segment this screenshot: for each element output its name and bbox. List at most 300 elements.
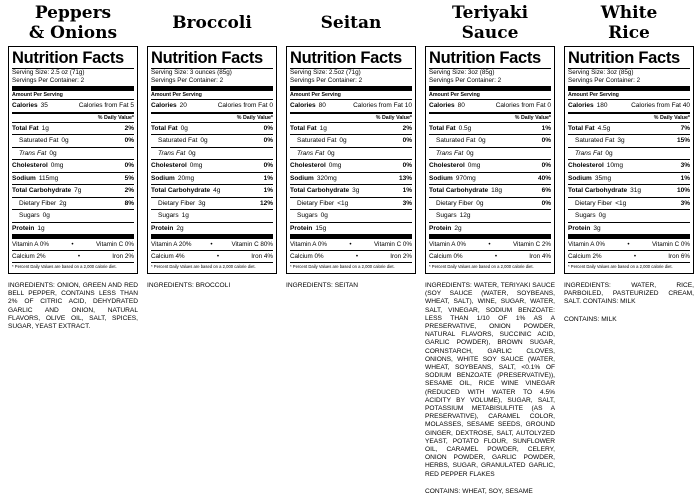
nutrient-row (151, 123, 273, 136)
nutrient-name: Protein (12, 224, 35, 232)
nutrient-name: Protein (151, 224, 174, 232)
nutrient-row (568, 198, 690, 211)
calories-from-fat: Calories from Fat 40 (631, 102, 690, 109)
nutrient-amount: 1g (181, 212, 189, 219)
nutrient-label (19, 198, 66, 210)
nutrient-name: Saturated Fat (158, 137, 198, 144)
vitamin-row (151, 239, 273, 251)
nutrient-amount: 15g (315, 224, 327, 232)
nutrient-amount: 4g (213, 187, 221, 194)
nutrient-row (151, 210, 273, 223)
nutrient-name: Total Carbohydrate (12, 187, 72, 194)
vitamin-c: Vitamin C 0% (651, 241, 690, 248)
product-column (147, 0, 277, 290)
nutrient-daily-value: 5% (124, 174, 134, 182)
vitamin-c: Vitamin C 0% (95, 241, 134, 248)
nutrient-row (290, 148, 412, 161)
vitamin-c: Vitamin C 80% (231, 241, 273, 248)
vitamin-c: Vitamin C 2% (512, 241, 551, 248)
nutrient-row (568, 123, 690, 136)
nutrient-row (12, 160, 134, 173)
product-column (425, 0, 555, 496)
bullet-separator: • (627, 241, 630, 248)
nutrient-row (290, 123, 412, 136)
nutrient-amount: 3g (352, 187, 360, 194)
nutrient-label (290, 223, 326, 235)
nutrient-label (151, 160, 202, 172)
nutrient-amount: 0mg (189, 162, 203, 169)
nutrient-row (429, 223, 551, 240)
nutrient-amount: 31g (630, 187, 641, 194)
nutrient-amount: <1g (615, 199, 627, 207)
nutrient-label (429, 160, 480, 172)
nutrient-amount: 0g (476, 199, 484, 207)
calories-row (12, 100, 134, 114)
product-heading-text: Peppers & Onions (28, 3, 118, 43)
allergen-statement: CONTAINS: WHEAT, SOY, SESAME (425, 487, 533, 495)
calories-value: 35 (40, 102, 48, 109)
nutrient-row (151, 223, 273, 240)
nutrient-name: Trans Fat (575, 149, 603, 157)
servings-per-container: Servings Per Container: 2 (568, 77, 690, 91)
bullet-separator: • (71, 241, 74, 248)
daily-value-header: % Daily Value* (290, 114, 412, 123)
nutrient-name: Trans Fat (158, 149, 186, 157)
servings-per-container: Servings Per Container: 2 (151, 77, 273, 91)
vitamin-row (568, 239, 690, 251)
nutrient-row (429, 123, 551, 136)
nutrient-row (290, 160, 412, 173)
calories-label-text: Calories (151, 102, 177, 109)
nutrient-row (568, 210, 690, 223)
daily-value-footnote: * Percent Daily Values are based on a 2,000 calorie diet. (568, 264, 673, 269)
nutrient-name: Sodium (429, 174, 453, 182)
nutrient-row (12, 210, 134, 223)
vitamin-a: Vitamin A 0% (568, 241, 605, 248)
product-heading (425, 0, 555, 46)
nutrient-daily-value: 10% (676, 187, 690, 194)
nutrient-amount: 1g (319, 124, 327, 132)
calories-value: 80 (457, 102, 465, 109)
vitamin-row (12, 239, 134, 251)
nutrient-name: Dietary Fiber (297, 199, 335, 207)
nutrient-amount: 2g (176, 224, 184, 232)
nutrient-row (151, 148, 273, 161)
nutrient-row (151, 185, 273, 198)
nutrient-row (290, 198, 412, 211)
nutrient-daily-value: 0% (541, 162, 551, 169)
nutrient-name: Total Carbohydrate (290, 187, 350, 194)
nutrient-amount: 0g (466, 149, 474, 157)
nutrient-name: Sodium (290, 174, 314, 182)
nutrient-row (12, 185, 134, 198)
nutrient-row (290, 223, 412, 240)
serving-size: Serving Size: 3 ounces (85g) (151, 69, 232, 76)
nutrient-row (429, 210, 551, 223)
nutrition-facts-title: Nutrition Facts (151, 49, 273, 69)
nutrient-label (290, 160, 341, 172)
bullet-separator: • (77, 253, 81, 260)
nutrient-row (12, 148, 134, 161)
amount-per-serving: Amount Per Serving (290, 91, 412, 100)
nutrient-amount: 0g (339, 137, 347, 144)
nutrient-name: Sodium (568, 174, 592, 182)
vitamin-row (429, 239, 551, 251)
nutrient-row (12, 223, 134, 240)
daily-value-header: % Daily Value* (429, 114, 551, 123)
nutrient-label (151, 173, 194, 185)
nutrient-name: Total Fat (12, 124, 39, 132)
calories-label-text: Calories (290, 102, 316, 109)
nutrition-facts-panel (8, 46, 138, 274)
nutrient-label (297, 210, 328, 222)
nutrient-row (568, 173, 690, 186)
nutrient-daily-value: 6% (541, 187, 551, 194)
nutrient-name: Sugars (297, 212, 318, 219)
daily-value-footnote: * Percent Daily Values are based on a 2,000 calorie diet. (429, 264, 534, 269)
nutrient-amount: 0.5g (458, 124, 472, 132)
nutrient-amount: 0mg (467, 162, 481, 169)
nutrient-label (568, 123, 610, 135)
nutrient-name: Cholesterol (12, 162, 48, 169)
nutrient-daily-value: 13% (398, 174, 412, 182)
nutrient-label (151, 223, 184, 235)
nutrient-name: Dietary Fiber (158, 199, 196, 207)
product-column (564, 0, 694, 324)
calories-label (429, 100, 465, 112)
nutrient-daily-value: 0% (263, 137, 273, 144)
product-column (8, 0, 138, 331)
nutrient-row (429, 148, 551, 161)
nutrient-daily-value: 0% (402, 162, 412, 169)
nutrient-row (429, 185, 551, 198)
nutrient-daily-value: 3% (402, 199, 412, 207)
product-heading (564, 0, 694, 46)
nutrient-name: Protein (429, 224, 452, 232)
calories-value: 180 (596, 102, 608, 109)
nutrient-amount: 3g (593, 224, 601, 232)
nutrient-daily-value: 1% (541, 124, 551, 132)
nutrient-name: Dietary Fiber (575, 199, 613, 207)
nutrient-daily-value: 40% (537, 174, 551, 182)
nutrient-label (429, 185, 502, 197)
nutrient-label (158, 148, 196, 160)
daily-value-footnote: * Percent Daily Values are based on a 2,000 calorie diet. (12, 264, 117, 269)
nutrient-amount: 0g (180, 124, 188, 132)
nutrient-row (568, 148, 690, 161)
nutrient-amount: 3g (617, 137, 625, 144)
nutrient-label (429, 223, 462, 235)
nutrient-label (151, 123, 188, 135)
vitamin-a: Vitamin A 0% (12, 241, 49, 248)
mineral-row (12, 251, 134, 263)
nutrient-row (290, 185, 412, 198)
iron: Iron 2% (390, 253, 412, 260)
nutrient-amount: 0g (42, 212, 50, 219)
product-heading-text: Seitan (320, 13, 382, 33)
nutrient-row (290, 173, 412, 186)
bullet-separator: • (210, 241, 213, 248)
nutrient-label (290, 173, 337, 185)
nutrient-daily-value: 2% (124, 124, 134, 132)
nutrient-row (12, 198, 134, 211)
nutrient-name: Sugars (19, 212, 40, 219)
product-heading (147, 0, 277, 46)
nutrient-daily-value: 3% (680, 199, 690, 207)
nutrient-amount: 2g (454, 224, 462, 232)
nutrient-name: Saturated Fat (575, 137, 615, 144)
nutrient-label (568, 223, 601, 235)
bullet-separator: • (355, 253, 359, 260)
nutrient-label (12, 173, 58, 185)
nutrient-label (575, 198, 626, 210)
vitamin-row (290, 239, 412, 251)
nutrient-row (568, 160, 690, 173)
nutrient-name: Total Carbohydrate (429, 187, 489, 194)
nutrient-label (429, 173, 476, 185)
nutrient-daily-value: 0% (124, 162, 134, 169)
nutrient-daily-value: 1% (263, 174, 273, 182)
calories-label (12, 100, 48, 112)
product-heading (8, 0, 138, 46)
nutrient-amount: 12g (459, 212, 471, 219)
nutrient-amount: <1g (337, 199, 349, 207)
nutrient-daily-value: 1% (263, 187, 273, 194)
ingredients-text: INGREDIENTS: ONION, GREEN AND RED BELL PEPPER, CONTAINS LESS THAN 2% OF CITRIC ACID, DEHYDRATED GARLIC AND ONION, NATURAL FLAVORS, OLIVE OIL, SALT, SPICES, SUGAR, YEAST EXTRACT. (8, 282, 138, 331)
nutrient-name: Total Fat (568, 124, 595, 132)
nutrient-amount: 0g (61, 137, 69, 144)
nutrient-amount: 0mg (50, 162, 64, 169)
daily-value-header: % Daily Value* (12, 114, 134, 123)
product-heading-text: Broccoli (172, 13, 252, 33)
nutrient-name: Total Fat (290, 124, 317, 132)
vitamin-c: Vitamin C 0% (373, 241, 412, 248)
amount-per-serving: Amount Per Serving (12, 91, 134, 100)
serving-size: Serving Size: 2.5oz (71g) (290, 69, 361, 76)
nutrient-row (429, 135, 551, 148)
nutrient-name: Sugars (436, 212, 457, 219)
daily-value-header: % Daily Value* (568, 114, 690, 123)
nutrition-facts-panel (425, 46, 555, 274)
nutrient-daily-value: 0% (402, 137, 412, 144)
nutrient-amount: 18g (491, 187, 502, 194)
ingredients-text: INGREDIENTS: WATER, RICE, PARBOILED, PASTEURIZED CREAM, SALT. CONTAINS: MILK (564, 282, 694, 306)
amount-per-serving: Amount Per Serving (568, 91, 690, 100)
serving-size: Serving Size: 3oz (85g) (429, 69, 495, 76)
nutrient-amount: 1g (41, 124, 49, 132)
nutrition-facts-panel (286, 46, 416, 274)
nutrient-row (290, 135, 412, 148)
nutrient-label (12, 185, 81, 197)
nutrient-label (429, 123, 471, 135)
nutrition-facts-panel (147, 46, 277, 274)
calories-row (151, 100, 273, 114)
calories-label-text: Calories (12, 102, 38, 109)
nutrient-daily-value: 8% (124, 199, 134, 207)
calcium: Calcium 2% (568, 253, 602, 260)
nutrient-row (151, 173, 273, 186)
nutrient-amount: 0g (478, 137, 486, 144)
iron: Iron 4% (529, 253, 551, 260)
calcium: Calcium 0% (290, 253, 324, 260)
nutrient-amount: 2g (59, 199, 67, 207)
ingredients-text: INGREDIENTS: BROCCOLI (147, 282, 231, 289)
nutrient-name: Protein (568, 224, 591, 232)
nutrient-amount: 0g (605, 149, 613, 157)
amount-per-serving: Amount Per Serving (429, 91, 551, 100)
nutrient-name: Sodium (12, 174, 36, 182)
nutrient-name: Cholesterol (290, 162, 326, 169)
nutrient-label (297, 148, 335, 160)
servings-per-container: Servings Per Container: 2 (12, 77, 134, 91)
nutrient-row (151, 198, 273, 211)
nutrient-name: Dietary Fiber (19, 199, 57, 207)
nutrient-label (19, 210, 50, 222)
nutrient-label (568, 185, 641, 197)
amount-per-serving: Amount Per Serving (151, 91, 273, 100)
nutrient-amount: 115mg (38, 174, 59, 182)
nutrient-name: Total Carbohydrate (151, 187, 211, 194)
allergen-statement: CONTAINS: MILK (564, 315, 617, 323)
iron: Iron 4% (251, 253, 273, 260)
nutrient-daily-value: 12% (259, 199, 273, 207)
nutrient-name: Cholesterol (429, 162, 465, 169)
nutrient-name: Protein (290, 224, 313, 232)
nutrient-daily-value: 0% (541, 199, 551, 207)
nutrition-facts-title: Nutrition Facts (429, 49, 551, 69)
nutrient-row (290, 210, 412, 223)
calories-row (429, 100, 551, 114)
nutrient-amount: 35mg (594, 174, 612, 182)
nutrient-label (575, 210, 606, 222)
nutrient-label (158, 198, 205, 210)
bullet-separator: • (494, 253, 498, 260)
nutrient-name: Dietary Fiber (436, 199, 474, 207)
vitamin-a: Vitamin A 0% (429, 241, 466, 248)
calories-label-text: Calories (429, 102, 455, 109)
calories-from-fat: Calories from Fat 10 (353, 102, 412, 109)
nutrient-row (429, 160, 551, 173)
nutrient-daily-value: 3% (680, 162, 690, 169)
nutrient-amount: 10mg (606, 162, 624, 169)
calories-label (568, 100, 608, 112)
nutrient-daily-value: 15% (676, 137, 690, 144)
ingredients-text: INGREDIENTS: SEITAN (286, 282, 359, 289)
nutrition-facts-title: Nutrition Facts (568, 49, 690, 69)
serving-size: Serving Size: 2.5 oz (71g) (12, 69, 85, 76)
nutrient-daily-value: 0% (541, 137, 551, 144)
mineral-row (290, 251, 412, 263)
mineral-row (429, 251, 551, 263)
nutrient-label (575, 135, 625, 147)
calories-label-text: Calories (568, 102, 594, 109)
nutrient-daily-value: 0% (263, 124, 273, 132)
nutrition-facts-title: Nutrition Facts (290, 49, 412, 69)
calcium: Calcium 0% (429, 253, 463, 260)
nutrient-amount: 0mg (328, 162, 342, 169)
nutrient-label (290, 123, 327, 135)
nutrient-name: Trans Fat (436, 149, 464, 157)
nutrient-label (19, 135, 69, 147)
calories-row (568, 100, 690, 114)
nutrient-row (568, 185, 690, 198)
nutrient-label (575, 148, 613, 160)
nutrient-name: Sugars (158, 212, 179, 219)
daily-value-header: % Daily Value* (151, 114, 273, 123)
nutrient-amount: 0g (49, 149, 57, 157)
nutrient-label (436, 210, 470, 222)
nutrient-name: Total Carbohydrate (568, 187, 628, 194)
nutrient-name: Trans Fat (19, 149, 47, 157)
product-heading-text: Teriyaki Sauce (451, 3, 529, 43)
nutrient-daily-value: 0% (124, 137, 134, 144)
calories-value: 20 (179, 102, 187, 109)
nutrient-amount: 0g (327, 149, 335, 157)
nutrient-daily-value: 2% (124, 187, 134, 194)
calories-row (290, 100, 412, 114)
nutrient-name: Sodium (151, 174, 175, 182)
nutrient-label (436, 148, 474, 160)
nutrient-name: Saturated Fat (436, 137, 476, 144)
nutrient-name: Saturated Fat (19, 137, 59, 144)
nutrient-label (297, 198, 348, 210)
nutrient-daily-value: 7% (680, 124, 690, 132)
nutrient-daily-value: 0% (263, 162, 273, 169)
nutrient-amount: 7g (74, 187, 82, 194)
nutrient-label (151, 185, 220, 197)
nutrient-name: Trans Fat (297, 149, 325, 157)
nutrition-facts-panel (564, 46, 694, 274)
vitamin-a: Vitamin A 0% (290, 241, 327, 248)
mineral-row (151, 251, 273, 263)
daily-value-footnote: * Percent Daily Values are based on a 2,000 calorie diet. (290, 264, 395, 269)
calories-label (290, 100, 326, 112)
calories-from-fat: Calories from Fat 0 (495, 102, 551, 109)
bullet-separator: • (216, 253, 220, 260)
mineral-row (568, 251, 690, 263)
nutrient-row (151, 135, 273, 148)
nutrient-amount: 0g (200, 137, 208, 144)
calcium: Calcium 2% (12, 253, 46, 260)
calories-label (151, 100, 187, 112)
nutrient-label (158, 135, 208, 147)
nutrient-label (12, 123, 49, 135)
nutrient-label (568, 173, 611, 185)
nutrient-label (19, 148, 57, 160)
ingredients-text: INGREDIENTS: WATER, TERIYAKI SAUCE (SOY SAUCE (WATER, SOYBEANS, WHEAT, SALT), WINE, SUGAR, WATER, SALT, VINEGAR, SODIUM BENZOATE: LESS THAN 1/10 OF 1% AS A PRESERVATIVE, ONION POWDER, NATURAL FLAVORS, SUCCINIC ACID, GARLIC POWDER), BROWN SUGAR, CORNSTARCH, GARLIC CLOVES, ONIONS, WHITE SOY SAUCE (WATER, WHEAT, SOYBEANS, SALT, <0.1% OF SODIUM BENZOATE (PRESERVATIVE)), SESAME OIL, RICE WINE VINEGAR (REDUCED WITH WATER TO 4.5% ACIDITY BY VOLUME), SUGAR, SALT, POTASSIUM METABISULFITE (AS A PRESERVATIVE), CARAMEL COLOR, MOLASSES, SESAME SEEDS, GROUND GINGER, DEXTROSE, SALT, AUTOLYZED YEAST, POTATO FLOUR, SUNFLOWER OIL, CARAMEL POWDER, CELERY, ONION POWDER, GARLIC POWDER, HERBS, SUGAR, GRANULATED GARLIC, RED PEPPER FLAKES (425, 282, 555, 478)
nutrient-amount: 1g (37, 224, 45, 232)
nutrient-row (12, 123, 134, 136)
product-heading (286, 0, 416, 46)
nutrient-amount: 320mg (316, 174, 337, 182)
nutrient-amount: 970mg (455, 174, 476, 182)
nutrient-name: Cholesterol (151, 162, 187, 169)
product-column (286, 0, 416, 290)
nutrient-daily-value: 2% (402, 124, 412, 132)
nutrient-row (429, 173, 551, 186)
nutrient-name: Cholesterol (568, 162, 604, 169)
nutrient-label (568, 160, 623, 172)
nutrient-row (568, 135, 690, 148)
nutrient-row (568, 223, 690, 240)
nutrient-label (290, 185, 359, 197)
product-heading-text: White Rice (600, 3, 658, 43)
nutrient-amount: 0g (598, 212, 606, 219)
serving-size: Serving Size: 3oz (85g) (568, 69, 634, 76)
nutrient-name: Saturated Fat (297, 137, 337, 144)
servings-per-container: Servings Per Container: 2 (429, 77, 551, 91)
bullet-separator: • (488, 241, 491, 248)
